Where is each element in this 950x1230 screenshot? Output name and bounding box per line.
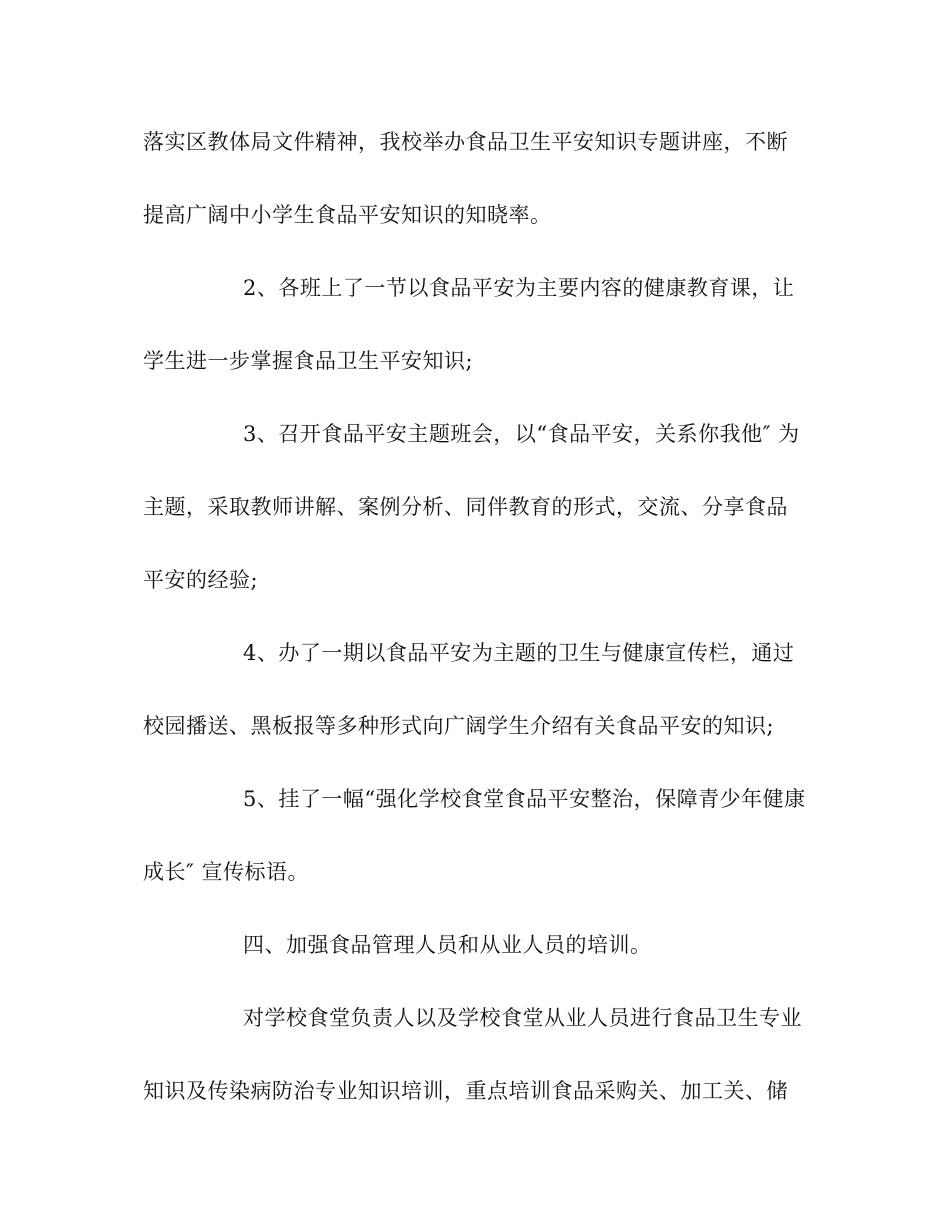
paragraph-line: 提高广阔中小学生食品平安知识的知晓率。 xyxy=(143,203,552,227)
paragraph-line: 成长″ 宣传标语。 xyxy=(143,860,310,884)
paragraph-line: 知识及传染病防治专业知识培训，重点培训食品采购关、加工关、储 xyxy=(143,1079,788,1103)
paragraph-line: 学生进一步掌握食品卫生平安知识; xyxy=(143,349,474,373)
section-heading: 四、加强食品管理人员和从业人员的培训。 xyxy=(243,933,652,957)
paragraph-line: 3、召开食品平安主题班会，以“食品平安，关系你我他″ 为 xyxy=(243,422,800,446)
paragraph-line: 对学校食堂负责人以及学校食堂从业人员进行食品卫生专业 xyxy=(243,1006,802,1030)
paragraph-line: 落实区教体局文件精神，我校举办食品卫生平安知识专题讲座，不断 xyxy=(143,130,788,154)
paragraph-line: 校园播送、黑板报等多种形式向广阔学生介绍有关食品平安的知识; xyxy=(143,714,775,738)
paragraph-line: 主题，采取教师讲解、案例分析、同伴教育的形式，交流、分享食品 xyxy=(143,495,788,519)
paragraph-line: 平安的经验; xyxy=(143,568,259,592)
paragraph-line: 2、各班上了一节以食品平安为主要内容的健康教育课，让 xyxy=(243,276,795,300)
paragraph-line: 5、挂了一幅“强化学校食堂食品平安整治，保障青少年健康 xyxy=(243,787,806,811)
paragraph-line: 4、办了一期以食品平安为主题的卫生与健康宣传栏，通过 xyxy=(243,641,795,665)
